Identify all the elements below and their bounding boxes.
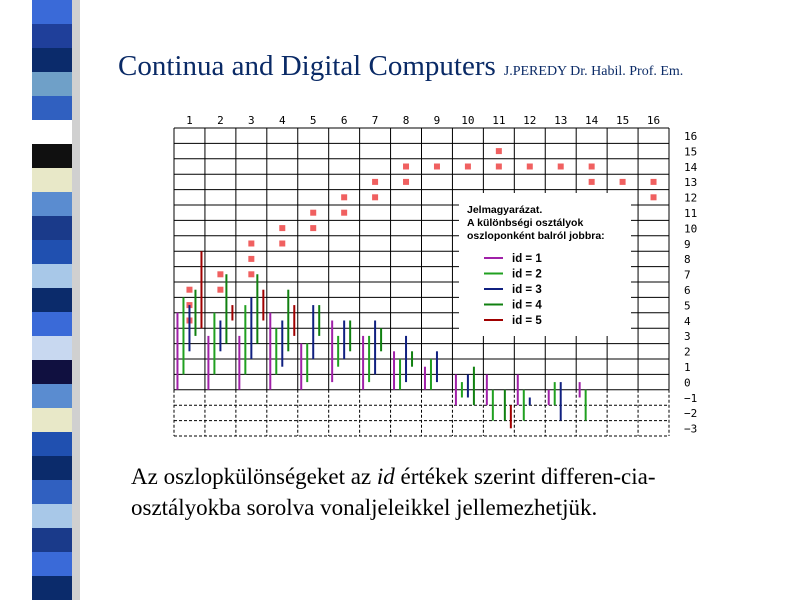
column-number: 3 [248, 114, 255, 127]
row-label: 9 [684, 237, 691, 251]
legend-title-line: oszloponként balról jobbra: [467, 230, 605, 242]
column-number: 10 [461, 114, 475, 127]
value-square [434, 164, 440, 170]
value-square [651, 194, 657, 200]
value-square [310, 210, 316, 216]
value-square [527, 164, 533, 170]
row-label: 5 [684, 299, 691, 313]
column-number: 14 [585, 114, 599, 127]
column-number: 9 [433, 114, 441, 127]
column-number: 6 [340, 114, 348, 127]
row-label: 7 [684, 268, 691, 282]
column-number: 7 [371, 114, 379, 127]
legend [459, 193, 631, 336]
value-square [341, 210, 347, 216]
caption-italic-term: id [376, 464, 395, 489]
row-label: 11 [684, 207, 698, 220]
column-number: 4 [278, 114, 286, 127]
value-square [496, 148, 502, 154]
value-square [372, 194, 378, 200]
value-square [403, 179, 409, 185]
row-label: 14 [684, 160, 698, 174]
row-label: 12 [684, 191, 698, 205]
caption-text-start: Az oszlopkülönségeket az [131, 464, 377, 489]
row-label: 13 [684, 176, 698, 190]
legend-item-label: id = 2 [512, 268, 542, 281]
row-label: −2 [684, 407, 698, 421]
value-square [558, 164, 564, 170]
column-number: 13 [554, 114, 568, 127]
value-square [279, 225, 285, 231]
row-label: 3 [684, 330, 691, 344]
value-square [589, 179, 595, 185]
legend-title-line: Jelmagyarázat. [467, 204, 543, 216]
value-square [310, 225, 316, 231]
author-credit: J.PEREDY Dr. Habil. Prof. Em. [503, 64, 684, 79]
row-label: 10 [684, 222, 698, 236]
value-square [248, 256, 254, 262]
value-square [248, 241, 254, 247]
value-square [496, 164, 502, 170]
value-square [465, 164, 471, 170]
value-square [651, 179, 657, 185]
row-label: −1 [684, 391, 698, 405]
row-label: 15 [684, 145, 698, 159]
row-label: −3 [684, 422, 698, 436]
value-square [403, 164, 409, 170]
column-number: 16 [646, 114, 661, 127]
column-number: 8 [402, 114, 410, 127]
column-number: 15 [615, 114, 630, 127]
page-title: Continua and Digital Computers [118, 50, 496, 82]
legend-item-label: id = 1 [512, 253, 542, 265]
row-label: 0 [684, 376, 691, 390]
value-square [217, 271, 223, 277]
row-label: 1 [684, 361, 691, 374]
row-label: 8 [684, 253, 691, 267]
row-label: 6 [684, 284, 691, 297]
value-square [341, 194, 347, 200]
value-square [372, 179, 378, 185]
value-square [279, 241, 285, 247]
column-number: 11 [492, 114, 506, 127]
legend-item-label: id = 3 [512, 284, 542, 296]
column-number: 1 [186, 114, 193, 127]
value-square [589, 164, 595, 170]
value-square [248, 271, 254, 277]
caption [131, 461, 751, 523]
caption-text-end: értékek szerint differen-cia-osztályokba sorolva vonaljeleikkel jellemezhetjük. [131, 464, 656, 520]
legend-title-line: A különbségi osztályok [467, 217, 584, 229]
row-label: 16 [684, 130, 698, 143]
legend-item-label: id = 5 [512, 315, 542, 327]
legend-item-label: id = 4 [512, 299, 542, 312]
row-label: 2 [684, 345, 691, 359]
value-square [217, 287, 223, 293]
value-square [620, 179, 626, 185]
column-number: 5 [309, 114, 317, 127]
column-number: 12 [523, 114, 537, 127]
value-square [186, 287, 192, 293]
row-label: 4 [684, 314, 691, 328]
column-number: 2 [217, 114, 224, 127]
